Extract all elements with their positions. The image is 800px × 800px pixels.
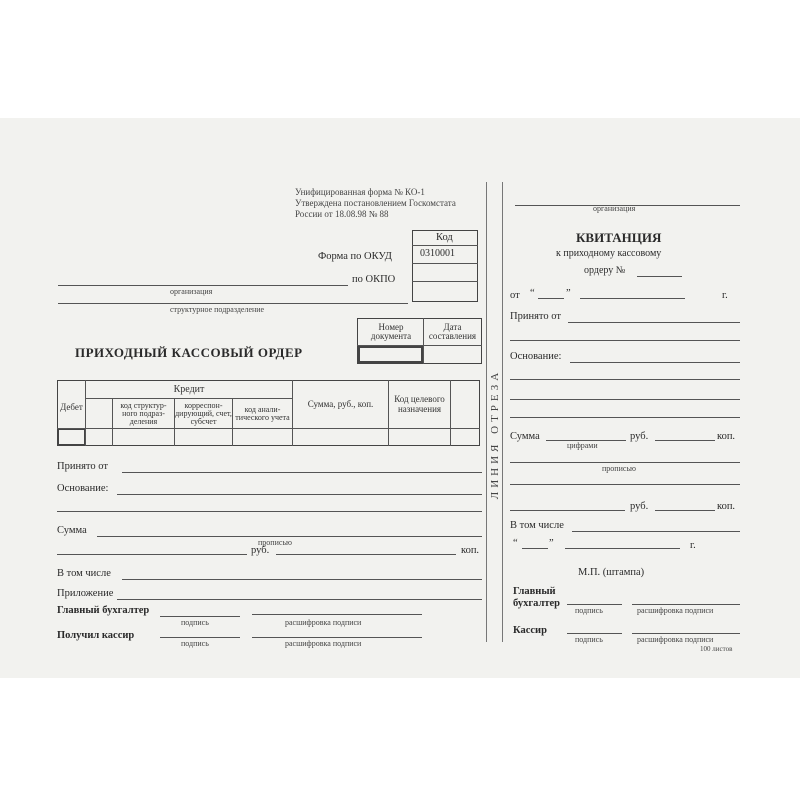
corr-account-header: корреспон-дирующий, счет, субсчет	[175, 400, 232, 426]
receipt-kop-label: коп.	[717, 431, 736, 442]
signature-decode-caption: расшифровка подписи	[285, 618, 362, 627]
amount-header: Сумма, руб., коп.	[307, 399, 374, 409]
doc-number-field[interactable]	[358, 346, 423, 363]
signature-caption-2: подпись	[181, 639, 209, 648]
kod-label: Код	[436, 232, 453, 243]
receipt-chief-signature-field[interactable]	[567, 604, 622, 605]
receipt-signature-decode-caption-2: расшифровка подписи	[637, 635, 714, 644]
including-field[interactable]	[122, 579, 482, 580]
sub-code-header: код структур-ного подраз-деления	[120, 400, 167, 426]
receipt-organization-caption: организация	[593, 204, 636, 213]
receipt-month-field-2[interactable]	[565, 548, 680, 549]
rub-label: руб.	[251, 545, 270, 556]
receipt-from-label: от	[510, 290, 520, 301]
quote-open: “	[530, 288, 535, 299]
in-words-caption: прописью	[258, 538, 293, 547]
including-label: В том числе	[57, 568, 111, 579]
debit-header: Дебет	[60, 402, 83, 412]
debit-field[interactable]	[58, 429, 85, 445]
attachment-label: Приложение	[57, 588, 114, 599]
receipt-accountant-label: бухгалтер	[513, 598, 561, 609]
purpose-header: Код целевого назначения	[394, 394, 445, 414]
receipt-subtitle-1: к приходному кассовому	[556, 248, 662, 259]
received-from-field[interactable]	[122, 472, 482, 473]
received-from-label: Принято от	[57, 461, 108, 472]
receipt-in-words-caption: прописью	[602, 464, 637, 473]
receipt-year-label: г.	[722, 290, 728, 301]
receipt-cashier-signature-field[interactable]	[567, 633, 622, 634]
receipt-subtitle-2: ордеру №	[584, 265, 626, 276]
receipt-rub-label-2: руб.	[630, 501, 649, 512]
receipt-rub-label: руб.	[630, 431, 649, 442]
receipt-sum-words-field[interactable]	[510, 462, 740, 463]
basis-field[interactable]	[117, 494, 482, 495]
receipt-chief-label: Главный	[513, 586, 556, 597]
sheets-count: 100 листов	[700, 645, 733, 653]
receipt-including-label: В том числе	[510, 520, 564, 531]
receipt-cashier-label: Кассир	[513, 625, 547, 636]
cut-line-left	[486, 182, 487, 642]
receipt-received-from-field[interactable]	[568, 322, 740, 323]
receipt-signature-caption: подпись	[575, 606, 603, 615]
quote-open-2: “	[513, 538, 518, 549]
unified-form-label: Унифицированная форма № КО-1	[295, 187, 425, 197]
okud-label: Форма по ОКУД	[318, 251, 392, 262]
cashier-received-label: Получил кассир	[57, 630, 135, 641]
cut-line-label: ЛИНИЯ ОТРЕЗА	[489, 368, 501, 500]
quote-close: ”	[566, 288, 571, 299]
receipt-sum-label: Сумма	[510, 431, 540, 442]
receipt-day-field-2[interactable]	[522, 548, 548, 549]
approved-label: Утверждена постановлением Госкомстата	[295, 198, 456, 208]
receipt-title: КВИТАНЦИЯ	[576, 230, 662, 245]
sum-words-field[interactable]	[97, 536, 482, 537]
okud-value: 0310001	[420, 248, 455, 259]
receipt-year-label-2: г.	[690, 540, 696, 551]
receipt-kop-label-2: коп.	[717, 501, 736, 512]
basis-label: Основание:	[57, 483, 109, 494]
chief-signature-field[interactable]	[160, 616, 240, 617]
sum-label: Сумма	[57, 525, 87, 536]
receipt-basis-field[interactable]	[570, 362, 740, 363]
receipt-month-field[interactable]	[580, 298, 685, 299]
analytic-header: код анали-тического учета	[235, 404, 290, 422]
receipt-signature-decode-caption: расшифровка подписи	[637, 606, 714, 615]
doc-date-header: Дата составления	[428, 321, 477, 341]
signature-decode-caption-2: расшифровка подписи	[285, 639, 362, 648]
receipt-number-field[interactable]	[637, 276, 682, 277]
quote-close-2: ”	[549, 538, 554, 549]
cashier-signature-field[interactable]	[160, 637, 240, 638]
subdivision-caption: структурное подразделение	[170, 305, 265, 314]
cut-line-right	[502, 182, 503, 642]
credit-header: Кредит	[173, 383, 205, 395]
date-ref-label: России от 18.08.98 № 88	[295, 209, 389, 219]
receipt-received-from-label: Принято от	[510, 311, 561, 322]
signature-caption: подпись	[181, 618, 209, 627]
page-title: ПРИХОДНЫЙ КАССОВЫЙ ОРДЕР	[75, 345, 303, 360]
chief-accountant-label: Главный бухгалтер	[57, 605, 150, 616]
receipt-basis-label: Основание:	[510, 351, 562, 362]
receipt-including-field[interactable]	[572, 531, 740, 532]
okpo-label: по ОКПО	[352, 274, 396, 285]
doc-number-header: Номер документа	[370, 321, 412, 341]
form-sheet	[0, 118, 800, 678]
organization-caption: организация	[170, 287, 213, 296]
receipt-signature-caption-2: подпись	[575, 635, 603, 644]
stamp-label: М.П. (штампа)	[578, 567, 645, 578]
receipt-day-field[interactable]	[538, 298, 564, 299]
in-figures-caption: цифрами	[567, 441, 598, 450]
attachment-field[interactable]	[117, 599, 482, 600]
kop-label: коп.	[461, 545, 480, 556]
